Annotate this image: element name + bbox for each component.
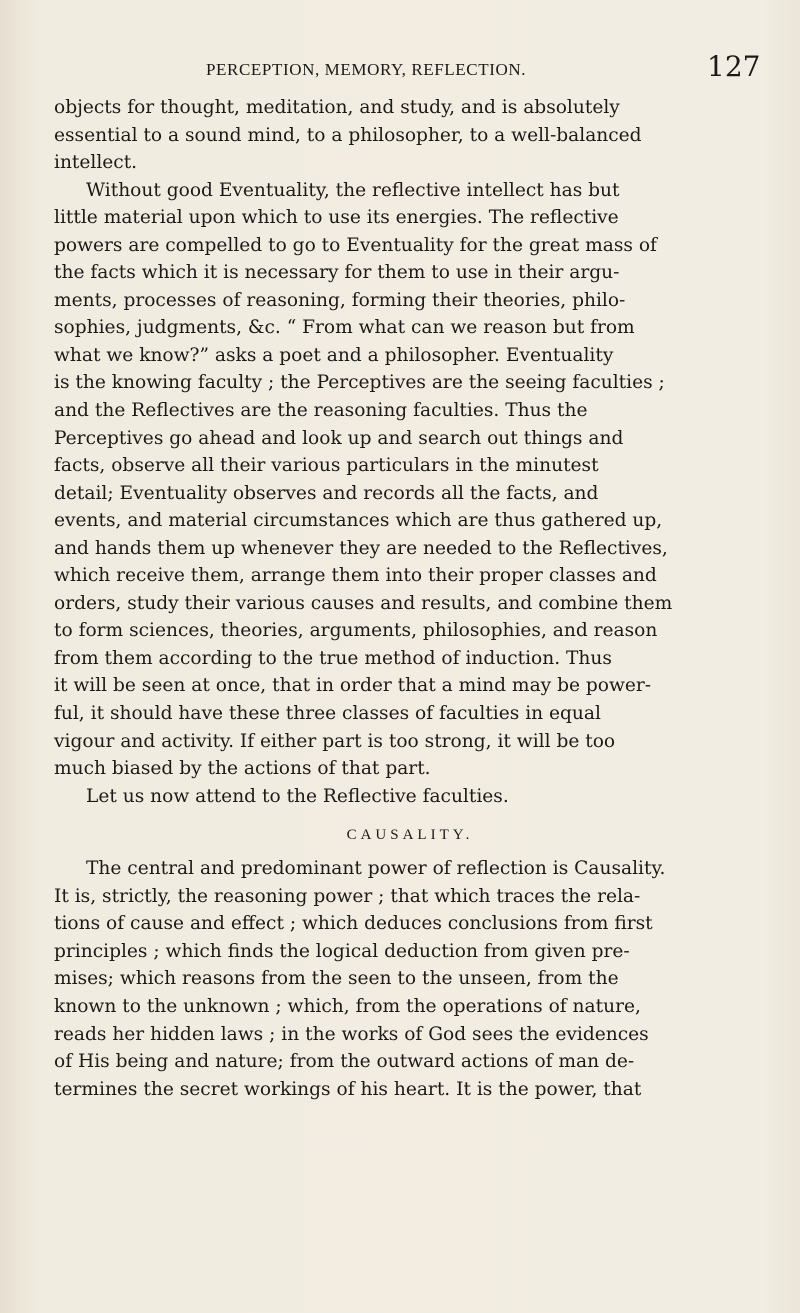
text-line: detail; Eventuality observes and records all the facts, and bbox=[54, 482, 599, 504]
text-line: what we know?” asks a poet and a philosopher. Eventuality bbox=[54, 344, 614, 366]
text-line: ful, it should have these three classes of faculties in equal bbox=[54, 703, 601, 725]
text-line: of His being and nature; from the outward actions of man de- bbox=[54, 1051, 635, 1073]
text-line: tions of cause and effect ; which deduces conclusions from first bbox=[54, 913, 653, 935]
text-line: It is, strictly, the reasoning power ; that which traces the rela- bbox=[54, 885, 641, 907]
text-line: known to the unknown ; which, from the operations of nature, bbox=[54, 995, 641, 1017]
text-line: principles ; which finds the logical deduction from given pre- bbox=[54, 940, 630, 962]
text-line: and the Reflectives are the reasoning faculties. Thus the bbox=[54, 400, 588, 422]
section-paragraph bbox=[54, 855, 766, 1103]
text-line: and hands them up whenever they are needed to the Reflectives, bbox=[54, 537, 668, 559]
text-line: to form sciences, theories, arguments, philosophies, and reason bbox=[54, 620, 658, 642]
text-line: essential to a sound mind, to a philosopher, to a well-balanced bbox=[54, 124, 642, 146]
text-line: Without good Eventuality, the reflective intellect has but bbox=[86, 179, 620, 201]
text-line: events, and material circumstances which are thus gathered up, bbox=[54, 510, 663, 532]
paragraph-3 bbox=[54, 783, 766, 811]
text-line: mises; which reasons from the seen to the unseen, from the bbox=[54, 968, 619, 990]
text-line: facts, observe all their various particulars in the minutest bbox=[54, 455, 599, 477]
text-line: the facts which it is necessary for them to use in their argu- bbox=[54, 262, 620, 284]
text-line: The central and predominant power of reflection is Causality. bbox=[86, 858, 666, 880]
body-text bbox=[54, 94, 766, 1103]
text-line: vigour and activity. If either part is too strong, it will be too bbox=[54, 730, 616, 752]
page-number: 127 bbox=[707, 50, 761, 83]
text-line: ments, processes of reasoning, forming their theories, philo- bbox=[54, 289, 626, 311]
text-line: reads her hidden laws ; in the works of God sees the evidences bbox=[54, 1023, 649, 1045]
text-line: it will be seen at once, that in order that a mind may be power- bbox=[54, 675, 652, 697]
text-line: much biased by the actions of that part. bbox=[54, 758, 431, 780]
text-line: powers are compelled to go to Eventuality for the great mass of bbox=[54, 234, 657, 256]
text-line: sophies, judgments, &c. “ From what can we reason but from bbox=[54, 317, 635, 339]
text-line: little material upon which to use its energies. The reflective bbox=[54, 207, 619, 229]
paragraph-1 bbox=[54, 94, 766, 177]
section-heading: CAUSALITY. bbox=[346, 827, 474, 844]
paragraph-2 bbox=[54, 177, 766, 783]
page-header bbox=[0, 50, 800, 84]
text-line: is the knowing faculty ; the Perceptives are the seeing faculties ; bbox=[54, 372, 665, 394]
text-line: Perceptives go ahead and look up and search out things and bbox=[54, 427, 624, 449]
text-line: objects for thought, meditation, and study, and is absolutely bbox=[54, 97, 620, 118]
running-head: PERCEPTION, MEMORY, REFLECTION. bbox=[206, 60, 527, 79]
text-line: termines the secret workings of his heart. It is the power, that bbox=[54, 1078, 642, 1100]
text-line: Let us now attend to the Reflective faculties. bbox=[86, 785, 509, 807]
text-line: which receive them, arrange them into their proper classes and bbox=[54, 565, 657, 587]
text-line: from them according to the true method of induction. Thus bbox=[54, 647, 612, 669]
text-line: intellect. bbox=[54, 152, 138, 174]
text-line: orders, study their various causes and results, and combine them bbox=[54, 592, 673, 614]
